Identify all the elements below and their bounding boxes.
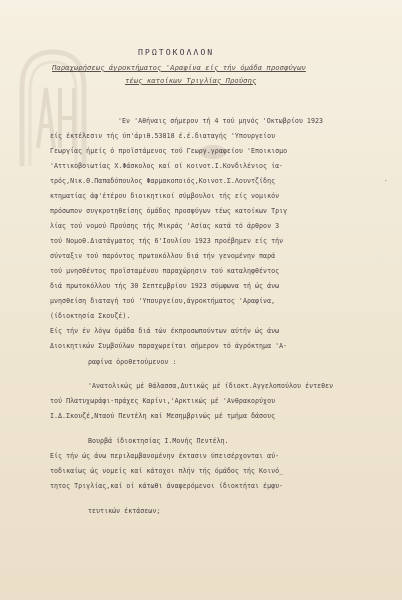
body-line-21: Βουρβά ίδιοκτησίας Ι.Μονής Πεντέλη. (88, 437, 229, 445)
body-line-7: πρόσωπον συγκροτηθείσης όμάδος προσφύγων τέως κατοίκων Τριγ (50, 207, 288, 215)
body-line-14: (ίδιοκτησία Σκουζέ). (50, 312, 131, 320)
body-line-16: Διοικητικών Συμβούλων παραχωρείται σήμερον τό άγρόκτημα 'Α- (50, 342, 288, 350)
body-line-20: Ι.Δ.Σκουζέ,Νταού Πεντέλη καί Μεσημβρινώς μέ τμήμα δάσους (50, 412, 276, 420)
document-title: ΠΡΩΤΟΚΟΛΛΟΝ (138, 48, 215, 57)
body-line-6: κτηματίας άφ'έτέρου διοικητικοί σύμβουλοι τής είς νομικόν (50, 192, 280, 200)
body-line-13: μνησθείση διαταγή τού 'Υπουργείου,άγροκτήματος 'Αραφίνα, (50, 297, 276, 305)
body-line-1: 'Εν 'Αθήναις σήμερον τή 4 τού μηνός 'Οκτωβρίου 1923 (118, 117, 324, 125)
body-line-22: Είς τήν ώς άνω περιλαμβανομένην έκτασιν ύπεισέρχονται αύ- (50, 452, 280, 460)
body-line-17: ραφίνα όροθετούμενον : (88, 358, 177, 366)
body-line-18: 'Ανατολικώς μέ θάλασσα,Δυτικώς μέ ίδιοκτ.Αγγελοπούλου έντεθεν (88, 382, 334, 390)
body-line-10: σύνταξιν τού παρόντος πρωτοκόλλου διά τήν γενομένην παρά (50, 252, 276, 260)
body-line-3: Γεωργίας ήμείς ό προϊστάμενος τού Γεωργ.γραφείου 'Εποικισμο (50, 147, 288, 155)
body-line-24: τητος Τριγλίας,καί οί κάτωθι άναφερόμενοι ίδιοκτήται έμφυ- (50, 482, 284, 490)
body-line-19: τού Πλατυχωράφι-πράχες Καρίνι,'Αρκτικώς μέ 'Ανθρακορύχου (50, 397, 276, 405)
body-line-4: 'Αττικοβοιωτίας Χ.Φάσκολος καί οί κοινοτ.Ι.Κονδιλένιος ία- (50, 162, 284, 170)
body-line-8: λίας τού νομού Προύσης τής Μικράς 'Ασίας κατά τό άρθρον 3 (50, 222, 280, 230)
body-line-2: είς έκτέλεσιν τής ύπ'άριθ.53818 έ.έ.διαταγής 'Υπουργείου (50, 132, 276, 140)
body-line-23: τοδικαίως ώς νομείς καί κάτοχοι πλήν τής όμάδος τής Κοινό_ (50, 467, 284, 475)
body-line-5: τρός,Νικ.Θ.Παπαδόπουλος Φαρμακοποιός,Κοινοτ.Σ.Λουντζίδης (50, 177, 276, 185)
margin-page-number: . (384, 176, 388, 183)
document-subtitle-1: Παραχωρήσεως άγροκτήματος 'Αραφίνα είς τήν όμάδα προσφύγων (52, 63, 306, 72)
body-line-9: τού Νομοθ.Διατάγματος τής 6'Ιουλίου 1923 προέβημεν είς τήν (50, 237, 284, 245)
document-subtitle-2: τέως κατοίκων Τριγλίας Προύσης (125, 76, 257, 85)
body-line-12: διά πρωτοκόλλου τής 30 Σεπτεμβρίου 1923 σύμφωνα τή ώς άνω (50, 282, 280, 290)
body-line-25: τευτικών έκτάσεων; (88, 507, 161, 515)
body-line-15: Είς τήν έν λόγω όμάδα διά τών έκπροσωπούντων αύτήν ώς άνω (50, 327, 280, 335)
body-line-11: τού μνησθέντος προϊσταμένου παραχώρησιν τού καταληφθέντος (50, 267, 280, 275)
